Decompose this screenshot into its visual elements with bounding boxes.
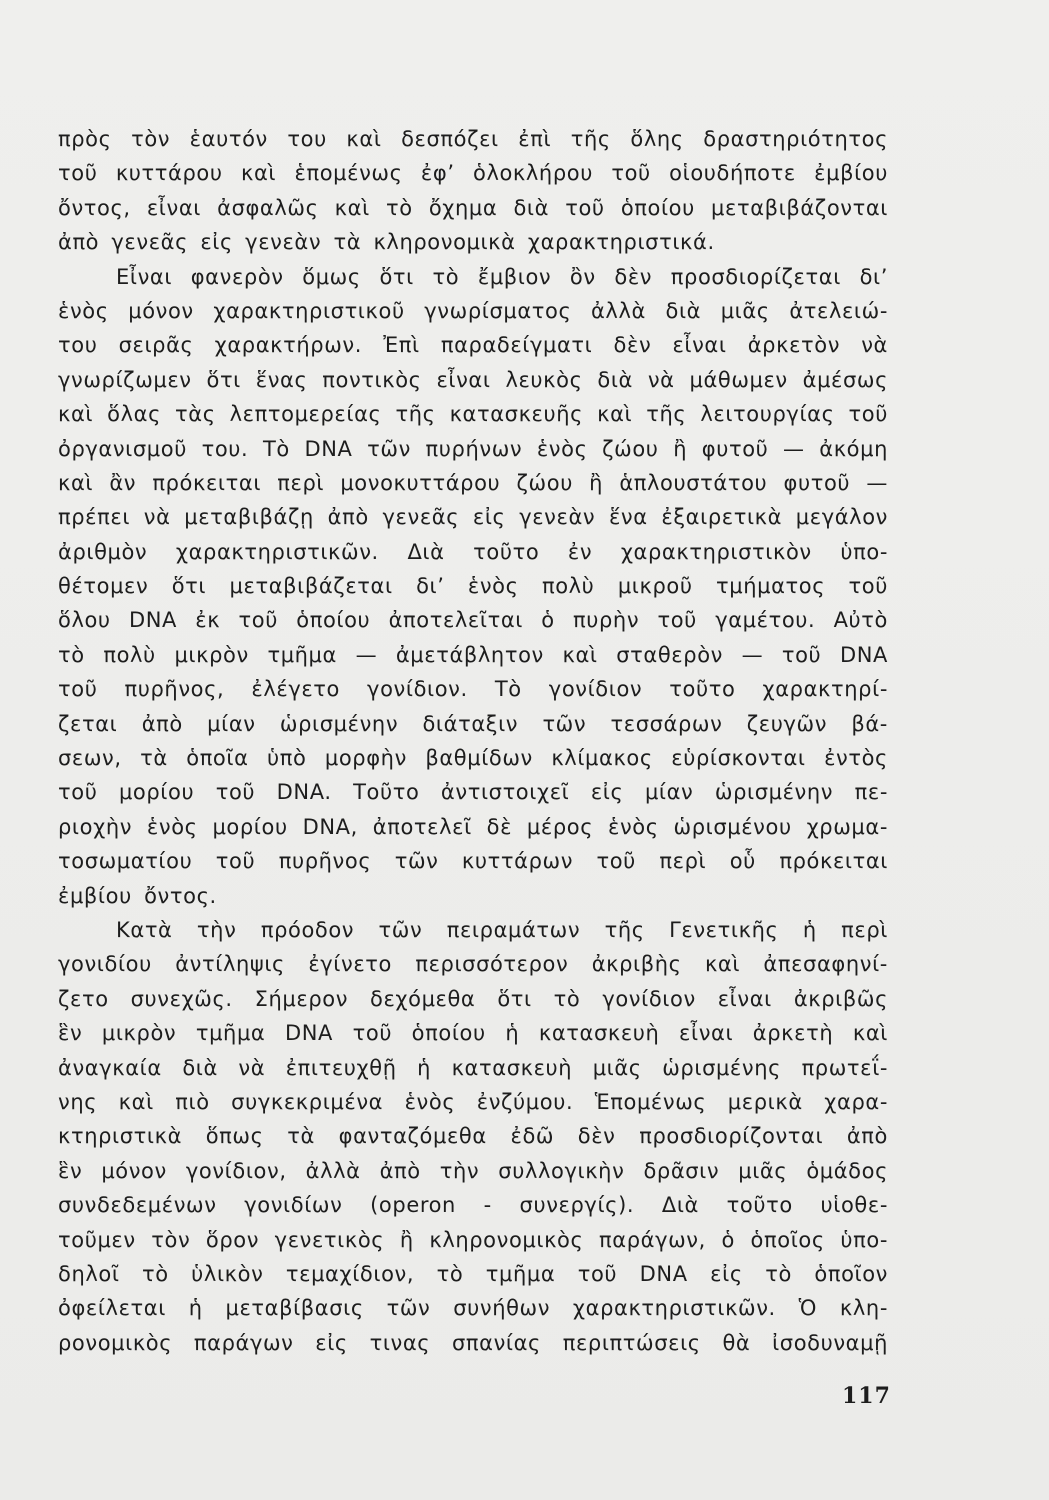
- text-line: κτηριστικὰ ὅπως τὰ φανταζόμεθα ἐδῶ δὲν προσδιορίζονται ἀπὸ: [58, 1124, 888, 1149]
- text-line: τοῦ πυρῆνος, ἐλέγετο γονίδιον. Τὸ γονίδιον τοῦτο χαρακτηρί-: [58, 677, 888, 702]
- text-line: σεων, τὰ ὁποῖα ὑπὸ μορφὴν βαθμίδων κλίμακος εὑρίσκονται ἐντὸς: [58, 746, 888, 771]
- text-line: ζεται ἀπὸ μίαν ὡρισμένην διάταξιν τῶν τεσσάρων ζευγῶν βά-: [58, 711, 888, 736]
- text-line: ἓν μικρὸν τμῆμα DNA τοῦ ὁποίου ἡ κατασκευὴ εἶναι ἀρκετὴ καὶ: [58, 1021, 888, 1046]
- text-line: ὅλου DNA ἐκ τοῦ ὁποίου ἀποτελεῖται ὁ πυρὴν τοῦ γαμέτου. Αὐτὸ: [58, 608, 888, 633]
- text-line: γνωρίζωμεν ὅτι ἕνας ποντικὸς εἶναι λευκὸς διὰ νὰ μάθωμεν ἀμέσως: [58, 367, 888, 392]
- text-line: του σειρᾶς χαρακτήρων. Ἐπὶ παραδείγματι δὲν εἶναι ἀρκετὸν νὰ: [58, 333, 888, 358]
- text-line: τοῦμεν τὸν ὅρον γενετικὸς ἢ κληρονομικὸς παράγων, ὁ ὁποῖος ὑπο-: [58, 1227, 888, 1252]
- paragraph-start-line: Εἶναι φανερὸν ὅμως ὅτι τὸ ἔμβιον ὂν δὲν προσδιορίζεται δι’: [116, 264, 888, 289]
- text-line: ἀναγκαία διὰ νὰ ἐπιτευχθῇ ἡ κατασκευὴ μιᾶς ὡρισμένης πρωτεΐ-: [58, 1055, 888, 1080]
- body-text: [58, 122, 888, 1360]
- text-line: ὀφείλεται ἡ μεταβίβασις τῶν συνήθων χαρακτηριστικῶν. Ὁ κλη-: [58, 1296, 888, 1321]
- text-line: ζετο συνεχῶς. Σήμερον δεχόμεθα ὅτι τὸ γονίδιον εἶναι ἀκριβῶς: [58, 986, 888, 1011]
- text-line: καὶ ὅλας τὰς λεπτομερείας τῆς κατασκευῆς καὶ τῆς λειτουργίας τοῦ: [58, 402, 888, 427]
- text-line: ὀργανισμοῦ του. Τὸ DNA τῶν πυρήνων ἑνὸς ζώου ἢ φυτοῦ — ἀκόμη: [58, 436, 888, 461]
- text-line: ἐμβίου ὄντος.: [58, 883, 217, 908]
- text-line: πρὸς τὸν ἑαυτόν του καὶ δεσπόζει ἐπὶ τῆς ὅλης δραστηριότητος: [58, 127, 888, 151]
- text-line: τοῦ μορίου τοῦ DNA. Τοῦτο ἀντιστοιχεῖ εἰς μίαν ὡρισμένην πε-: [58, 780, 888, 805]
- text-line: πρέπει νὰ μεταβιβάζῃ ἀπὸ γενεᾶς εἰς γενεὰν ἕνα ἐξαιρετικὰ μεγάλον: [58, 505, 888, 530]
- text-line: ἀπὸ γενεᾶς εἰς γενεὰν τὰ κληρονομικὰ χαρακτηριστικά.: [58, 230, 715, 255]
- text-line: τοῦ κυττάρου καὶ ἑπομένως ἐφ’ ὁλοκλήρου τοῦ οἱουδήποτε ἐμβίου: [58, 161, 888, 186]
- text-line: τοσωματίου τοῦ πυρῆνος τῶν κυττάρων τοῦ περὶ οὗ πρόκειται: [58, 849, 888, 874]
- text-line: συνδεδεμένων γονιδίων (operon - συνεργίς). Διὰ τοῦτο υἱοθε-: [58, 1193, 888, 1218]
- text-line: δηλοῖ τὸ ὑλικὸν τεμαχίδιον, τὸ τμῆμα τοῦ DNA εἰς τὸ ὁποῖον: [58, 1261, 888, 1286]
- text-line: καὶ ἂν πρόκειται περὶ μονοκυττάρου ζώου ἢ ἁπλουστάτου φυτοῦ —: [58, 470, 888, 495]
- paragraph-start-line: Κατὰ τὴν πρόοδον τῶν πειραμάτων τῆς Γενετικῆς ἡ περὶ: [116, 917, 888, 942]
- text-line: γονιδίου ἀντίληψις ἐγίνετο περισσότερον ἀκριβὴς καὶ ἀπεσαφηνί-: [58, 952, 888, 977]
- text-line: ἑνὸς μόνον χαρακτηριστικοῦ γνωρίσματος ἀλλὰ διὰ μιᾶς ἀτελειώ-: [58, 298, 888, 323]
- text-line: νης καὶ πιὸ συγκεκριμένα ἑνὸς ἐνζύμου. Ἑπομένως μερικὰ χαρα-: [58, 1089, 888, 1114]
- page-number: 117: [842, 1383, 891, 1409]
- text-line: ἀριθμὸν χαρακτηριστικῶν. Διὰ τοῦτο ἐν χαρακτηριστικὸν ὑπο-: [58, 539, 888, 564]
- text-line: ρονομικὸς παράγων εἰς τινας σπανίας περιπτώσεις θὰ ἰσοδυναμῇ: [58, 1330, 888, 1355]
- text-line: ριοχὴν ἑνὸς μορίου DNA, ἀποτελεῖ δὲ μέρος ἑνὸς ὡρισμένου χρωμα-: [58, 814, 888, 839]
- text-line: θέτομεν ὅτι μεταβιβάζεται δι’ ἑνὸς πολὺ μικροῦ τμήματος τοῦ: [58, 574, 888, 599]
- text-line: ἓν μόνον γονίδιον, ἀλλὰ ἀπὸ τὴν συλλογικὴν δρᾶσιν μιᾶς ὁμάδος: [58, 1158, 888, 1183]
- text-line: τὸ πολὺ μικρὸν τμῆμα — ἀμετάβλητον καὶ σταθερὸν — τοῦ DNA: [58, 642, 888, 667]
- text-line: ὄντος, εἶναι ἀσφαλῶς καὶ τὸ ὄχημα διὰ τοῦ ὁποίου μεταβιβάζονται: [58, 195, 888, 220]
